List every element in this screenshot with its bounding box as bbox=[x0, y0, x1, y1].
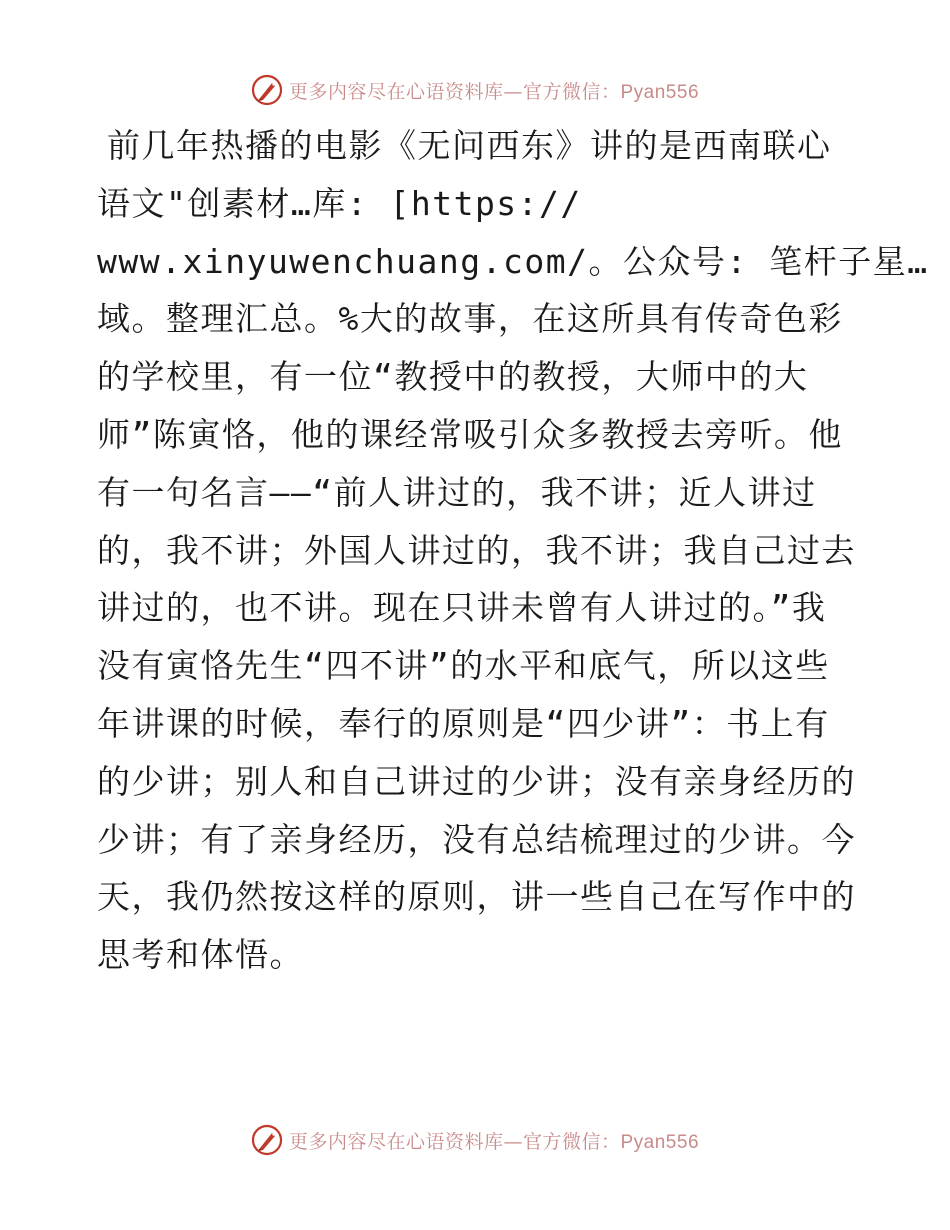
footer-watermark bbox=[0, 1120, 950, 1160]
body-line: 语文"创素材…库: [https:// bbox=[97, 183, 582, 223]
body-line: 天，我仍然按这样的原则，讲一些自己在写作中的 bbox=[97, 877, 856, 917]
body-line: 的学校里，有一位“教授中的教授，大师中的大 bbox=[97, 357, 809, 397]
watermark-text: 更多内容尽在心语资料库—官方微信：Pyan556 bbox=[288, 1130, 700, 1153]
body-line: 前几年热播的电影《无问西东》讲的是西南联心 bbox=[107, 126, 832, 165]
body-line: 有一句名言——“前人讲过的，我不讲；近人讲过 bbox=[97, 472, 817, 512]
watermark-text: 更多内容尽在心语资料库—官方微信：Pyan556 bbox=[288, 80, 700, 103]
body-line: 年讲课的时候，奉行的原则是“四少讲”：书上有 bbox=[97, 703, 830, 743]
body-line: 思考和体悟。 bbox=[97, 935, 304, 975]
body-line: 的少讲；别人和自己讲过的少讲；没有亲身经历的 bbox=[97, 761, 856, 801]
body-line: 师”陈寅恪，他的课经常吸引众多教授去旁听。他 bbox=[97, 414, 843, 454]
body-line: 没有寅恪先生“四不讲”的水平和底气，所以这些 bbox=[97, 646, 830, 686]
pen-logo-icon bbox=[251, 1124, 283, 1156]
article-body bbox=[97, 117, 929, 984]
body-line: www.xinyuwenchuang.com/。公众号: 笔杆子星… bbox=[97, 241, 929, 281]
pen-logo-icon bbox=[251, 74, 283, 106]
body-line: 的，我不讲；外国人讲过的，我不讲；我自己过去 bbox=[97, 530, 856, 570]
header-watermark bbox=[0, 70, 950, 110]
body-line: 少讲；有了亲身经历，没有总结梳理过的少讲。今 bbox=[97, 819, 856, 859]
body-line: 讲过的，也不讲。现在只讲未曾有人讲过的。”我 bbox=[97, 588, 827, 628]
body-line: 域。整理汇总。%大的故事，在这所具有传奇色彩 bbox=[97, 299, 843, 339]
